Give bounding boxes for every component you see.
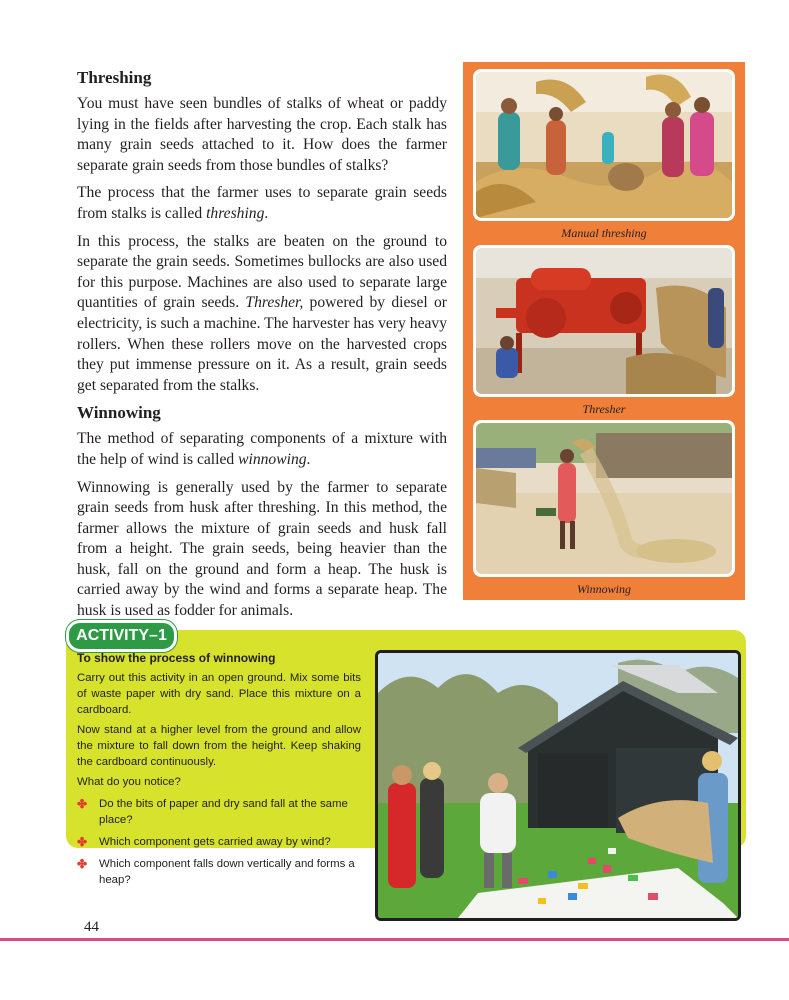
photo-side-panel [463,62,745,600]
list-item [77,834,361,850]
winnowing-heading: Winnowing [77,403,161,423]
text-span: powered by diesel or electricity, is such a machine. The harvester has very heavy rollers. When these rollers move on the harvested crops they put immense pressure on it. As a result, grain seeds get separated from the stalks. [77,294,447,394]
activity-question: Which component gets carried away by wind? [99,836,331,848]
footer-rule [0,938,789,941]
text-span: In this process, the stalks are beaten on the ground to separate the grain seeds. Sometimes bullocks are also used for this purpose. Machines are also used to separate large quantities of grain seeds. [77,232,447,312]
text-span: The method of separating components of a mixture with the help of wind is called [77,430,447,468]
term-thresher: Thresher, [245,294,304,312]
text-span: The process that the farmer uses to separate grain seeds from stalks is called [77,184,447,222]
threshing-paragraph-2 [77,183,447,224]
activity-paragraph-2: Now stand at a higher level from the ground and allow the mixture to fall down from the height. Keep shaking the cardboard continuously. [77,724,361,768]
winnowing-paragraph-2: Winnowing is generally used by the farmer to separate grain seeds from husk after threshing. In this method, the farmer allows the mixture of grain seeds and husk fall from a height. The grain seeds, being heavier than the husk, fall on the ground and form a heap. The husk is carried away by the wind and forms a separate heap. The husk is used as fodder for animals. [77,478,447,620]
activity-text [77,651,361,894]
threshing-paragraph-1: You must have seen bundles of stalks of wheat or paddy lying in the fields after harvesting the crop. Each stalk has many grain seeds attached to it. How does the farmer separate grain seeds from those bundles of stalks? [77,95,447,174]
thresher-image [476,248,732,394]
threshing-paragraph-3 [77,232,447,397]
text-span: . [306,450,311,468]
activity-winnowing-image [378,653,738,918]
list-item [77,856,361,888]
text-span: . [264,204,269,222]
caption-winnowing: Winnowing [576,582,631,596]
activity-question: Which component falls down vertically and forms a heap? [99,858,355,886]
term-threshing: threshing [206,204,265,222]
manual-threshing-photo [473,69,735,221]
cross-bullet-icon: ✤ [77,797,88,811]
activity-paragraph-3: What do you notice? [77,776,181,788]
activity-question: Do the bits of paper and dry sand fall at the same place? [99,798,348,826]
activity-question-list [77,796,361,888]
activity-winnowing-photo [375,650,741,921]
cross-bullet-icon: ✤ [77,857,88,871]
winnowing-photo [473,420,735,577]
activity-title: To show the process of winnowing [77,651,276,665]
main-text-column [77,68,447,629]
page-number: 44 [84,919,99,935]
activity-badge: ACTIVITY–1 [66,620,177,652]
caption-manual-threshing: Manual threshing [561,226,647,240]
winnowing-paragraph-1 [77,429,447,470]
caption-thresher: Thresher [582,402,626,416]
cross-bullet-icon: ✤ [77,835,88,849]
list-item [77,796,361,828]
manual-threshing-image [476,72,732,218]
term-winnowing: winnowing [238,450,307,468]
threshing-heading: Threshing [77,68,152,87]
winnowing-image [476,423,732,574]
thresher-photo [473,245,735,397]
activity-paragraph-1: Carry out this activity in an open ground. Mix some bits of waste paper with dry sand. Place this mixture on a cardboard. [77,672,361,716]
